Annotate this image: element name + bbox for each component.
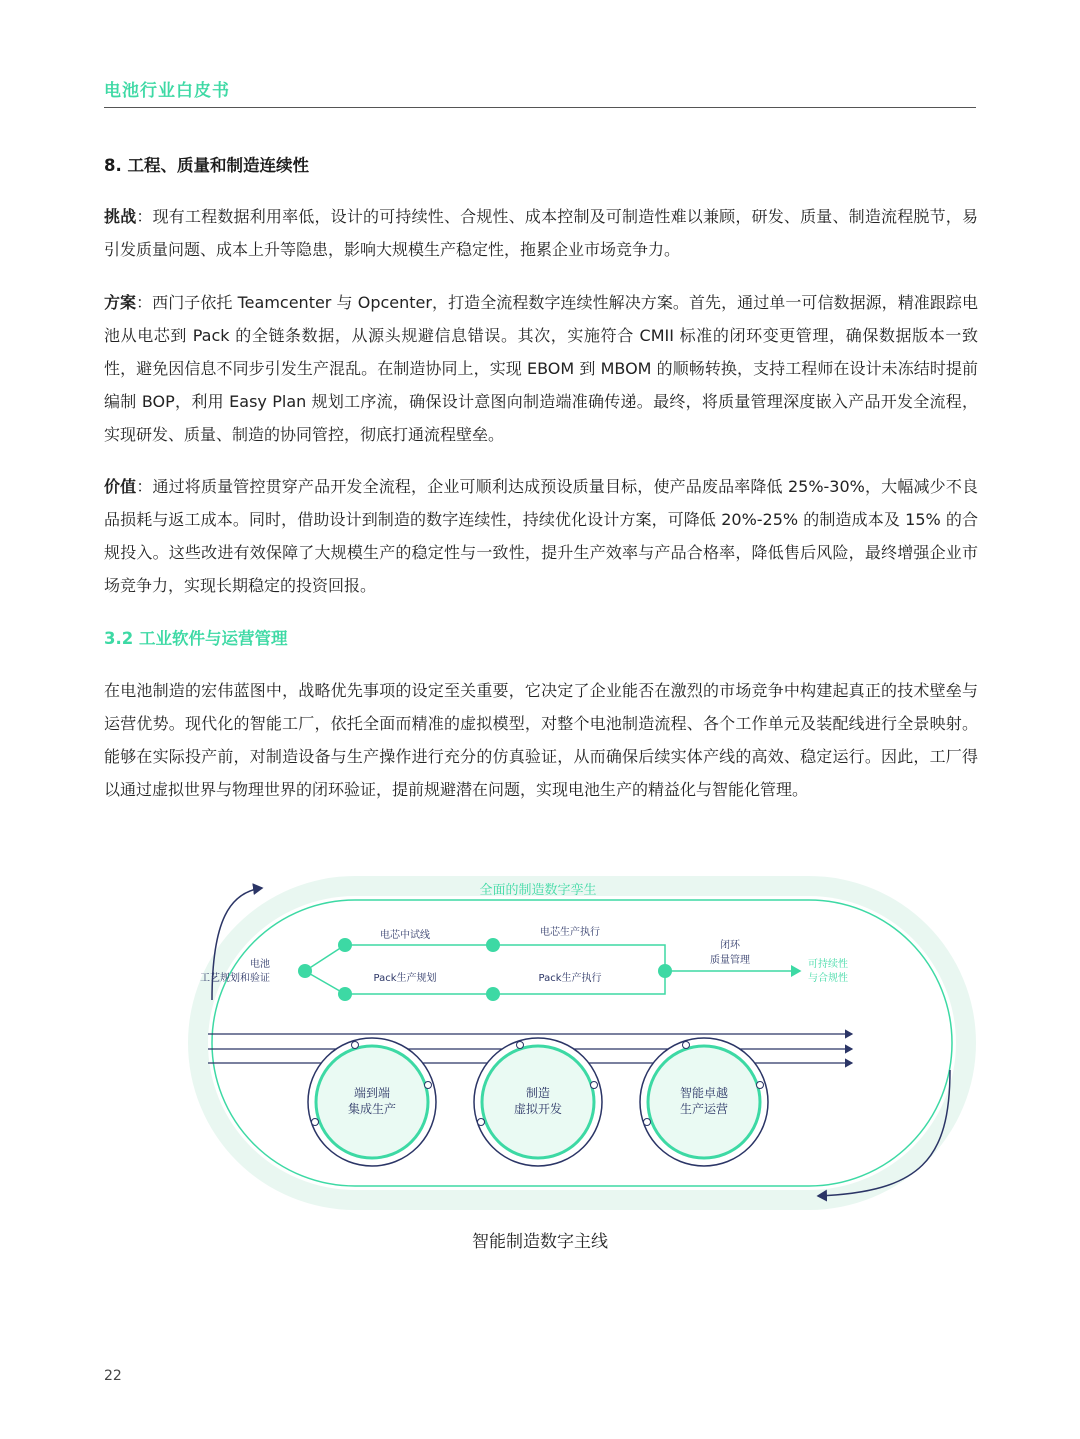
- circle-3-label-2: 生产运营: [679, 1102, 729, 1116]
- value-paragraph: [104, 470, 978, 602]
- value-label: 价值: [104, 477, 137, 496]
- circle-group-1: [308, 1038, 436, 1166]
- circle-3-label-1: 智能卓越: [679, 1086, 729, 1100]
- challenge-text: ：现有工程数据利用率低，设计的可持续性、合规性、成本控制及可制造性难以兼顾，研发、质量、制造流程脱节，易引发质量问题、成本上升等隐患，影响大规模生产稳定性，拖累企业市场竞争力。: [104, 207, 978, 259]
- diagram-start-label-1: 电池: [250, 959, 270, 970]
- page-number: 22: [104, 1368, 122, 1384]
- section-heading: 8. 工程、质量和制造连续性: [104, 156, 309, 175]
- lower-branch-label-2: Pack生产执行: [538, 973, 602, 984]
- node-merge: [658, 964, 672, 978]
- end-label-1: 可持续性: [808, 959, 848, 970]
- solution-text: ：西门子依托 Teamcenter 与 Opcenter，打造全流程数字连续性解决方案。首先，通过单一可信数据源，精准跟踪电池从电芯到 Pack 的全链条数据，从源头规避信息错误。其次，实施符合 CMII 标准的闭环变更管理，确保数据版本一致性，避免因信息不同步引发生产混乱。在制造协同上，实现 EBOM 到 MBOM 的顺畅转换，支持工程师在设计未冻结时提前编制 BOP，利用 Easy Plan 规划工序流，确保设计意图向制造端准确传递。最终，将质量管理深度嵌入产品开发全流程，实现研发、质量、制造的协同管控，彻底打通流程壁垒。: [104, 293, 978, 444]
- upper-branch-label-2: 电芯生产执行: [540, 927, 600, 938]
- closed-loop-label-2: 质量管理: [710, 955, 750, 966]
- digital-thread-diagram: [180, 868, 980, 1213]
- upper-branch-label-1: 电芯中试线: [380, 930, 430, 941]
- circle-1-label-1: 端到端: [353, 1086, 391, 1100]
- circle-2-label-1: 制造: [525, 1086, 551, 1100]
- closed-loop-label-1: 闭环: [720, 940, 740, 951]
- circle-2-dot-c: [478, 1119, 485, 1126]
- circle-3-dot-b: [757, 1082, 764, 1089]
- circle-3-dot-a: [683, 1042, 690, 1049]
- circle-2-dot-a: [517, 1042, 524, 1049]
- node-lower-2: [486, 987, 500, 1001]
- header-title: 电池行业白皮书: [104, 81, 230, 101]
- diagram-start-label-2: 工艺规划和验证: [200, 973, 270, 984]
- node-lower-1: [338, 987, 352, 1001]
- lower-branch-label-1: Pack生产规划: [373, 973, 437, 984]
- diagram-caption: 智能制造数字主线: [472, 1232, 608, 1252]
- circle-1-dot-c: [312, 1119, 319, 1126]
- circle-group-3: [640, 1038, 768, 1166]
- header-divider: [104, 107, 976, 108]
- solution-paragraph: [104, 286, 978, 451]
- circle-group-2: [474, 1038, 602, 1166]
- body-paragraph: 在电池制造的宏伟蓝图中，战略优先事项的设定至关重要，它决定了企业能否在激烈的市场竞争中构建起真正的技术壁垒与运营优势。现代化的智能工厂，依托全面而精准的虚拟模型，对整个电池制造流程、各个工作单元及装配线进行全景映射。能够在实际投产前，对制造设备与生产操作进行充分的仿真验证，从而确保后续实体产线的高效、稳定运行。因此，工厂得以通过虚拟世界与物理世界的闭环验证，提前规避潜在问题，实现电池生产的精益化与智能化管理。: [104, 681, 978, 799]
- node-upper-2: [486, 938, 500, 952]
- circle-3-dot-c: [644, 1119, 651, 1126]
- node-upper-1: [338, 938, 352, 952]
- end-label-2: 与合规性: [808, 973, 848, 984]
- challenge-label: 挑战: [104, 207, 137, 226]
- subsection-heading: 3.2 工业软件与运营管理: [104, 629, 288, 648]
- circle-2-dot-b: [591, 1082, 598, 1089]
- node-start: [298, 964, 312, 978]
- circle-2-label-2: 虚拟开发: [513, 1102, 563, 1116]
- value-text: ：通过将质量管控贯穿产品开发全流程，企业可顺利达成预设质量目标，使产品废品率降低 25%-30%，大幅减少不良品损耗与返工成本。同时，借助设计到制造的数字连续性，持续优化设计方案，可降低 20%-25% 的制造成本及 15% 的合规投入。这些改进有效保障了大规模生产的稳定性与一致性，提升生产效率与产品合格率，降低售后风险，最终增强企业市场竞争力，实现长期稳定的投资回报。: [104, 477, 978, 595]
- circle-1-dot-a: [352, 1042, 359, 1049]
- diagram-top-label: 全面的制造数字孪生: [479, 883, 597, 898]
- circle-1-label-2: 集成生产: [347, 1102, 397, 1116]
- challenge-paragraph: [104, 200, 978, 266]
- solution-label: 方案: [104, 293, 137, 312]
- circle-1-dot-b: [425, 1082, 432, 1089]
